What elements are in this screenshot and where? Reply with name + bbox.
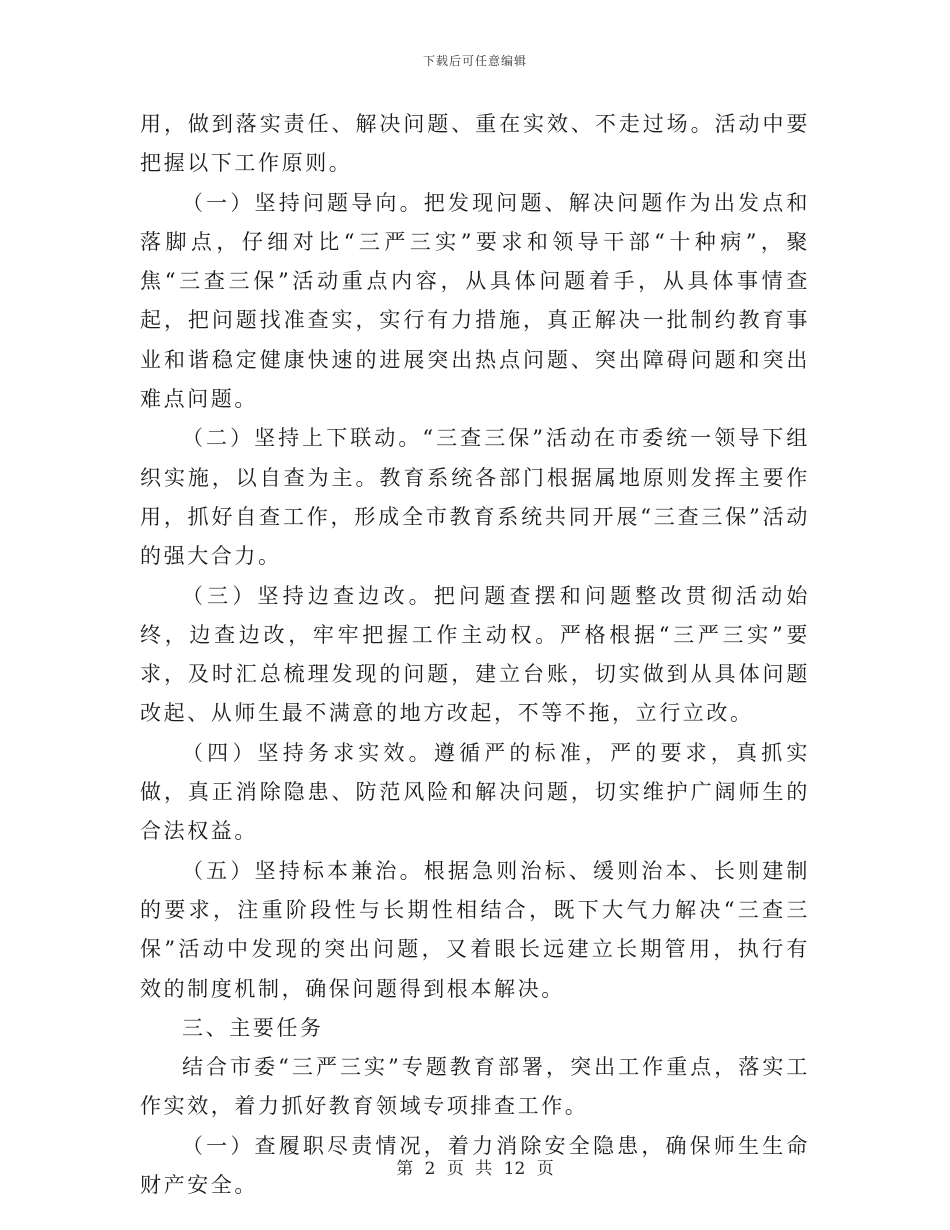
paragraph-continuation: 用，做到落实责任、解决问题、重在实效、不走过场。活动中要把握以下工作原则。: [140, 112, 810, 176]
paragraph-principle-2: （二）坚持上下联动。“三查三保”活动在市委统一领导下组织实施，以自查为主。教育系统各部门根据属地原则发挥主要作用，抓好自查工作，形成全市教育系统共同开展“三查三保”活动的强大合力。: [140, 426, 810, 569]
page-number-footer: 第 2 页 共 12 页: [396, 1159, 554, 1179]
paragraph-principle-5: （五）坚持标本兼治。根据急则治标、缓则治本、长则建制的要求，注重阶段性与长期性相结合，既下大气力解决“三查三保”活动中发现的突出问题，又着眼长远建立长期管用，执行有效的制度机制，确保问题得到根本解决。: [140, 858, 810, 1001]
section-heading-main-tasks: 三、主要任务: [182, 1015, 324, 1040]
document-body: [140, 105, 810, 1205]
paragraph-task-intro: 结合市委“三严三实”专题教育部署，突出工作重点，落实工作实效，着力抓好教育领域专项排查工作。: [140, 1055, 810, 1119]
paragraph-principle-3: （三）坚持边查边改。把问题查摆和问题整改贯彻活动始终，边查边改，牢牢把握工作主动权。严格根据“三严三实”要求，及时汇总梳理发现的问题，建立台账，切实做到从具体问题改起、从师生最不满意的地方改起，不等不拖，立行立改。: [140, 583, 810, 726]
paragraph-principle-4: （四）坚持务求实效。遵循严的标准，严的要求，真抓实做，真正消除隐患、防范风险和解决问题，切实维护广阔师生的合法权益。: [140, 740, 810, 844]
paragraph-principle-1: （一）坚持问题导向。把发现问题、解决问题作为出发点和落脚点，仔细对比“三严三实”要求和领导干部“十种病”，聚焦“三查三保”活动重点内容，从具体问题着手，从具体事情查起，把问题找准查实，实行有力措施，真正解决一批制约教育事业和谐稳定健康快速的进展突出热点问题、突出障碍问题和突出难点问题。: [140, 190, 810, 412]
paragraph-task-1: （一）查履职尽责情况，着力消除安全隐患，确保师生生命财产安全。: [140, 1133, 810, 1198]
page-header: 下载后可任意编辑: [422, 54, 527, 68]
